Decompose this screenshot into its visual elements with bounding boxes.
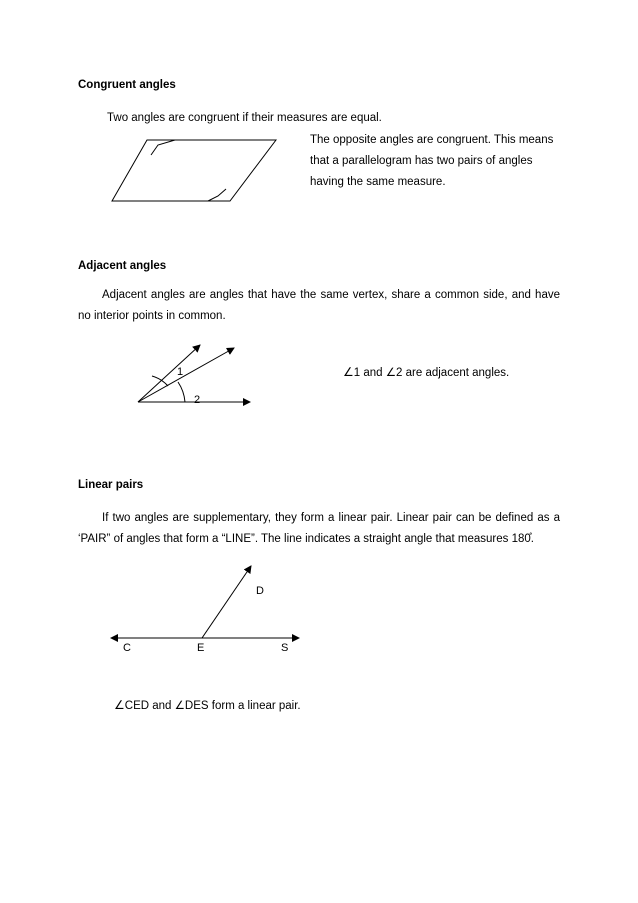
ray-ED (202, 566, 251, 638)
linear-caption (114, 694, 301, 717)
linear-definition-line-1: If two angles are supplementary, they form a linear pair. Linear pair can be defined as a (102, 512, 560, 524)
ray-common-side (138, 348, 234, 402)
congruent-note-line-1: The opposite angles are congruent. This means (310, 134, 554, 146)
linear-definition-line-2: ‘PAIR” of angles that form a “LINE”. The line indicates a straight angle that measures 180̊. (78, 533, 534, 545)
point-label-E: E (197, 642, 205, 654)
adjacent-caption-text: 1 and ∠2 are adjacent angles. (353, 367, 510, 379)
heading-congruent-angles: Congruent angles (78, 79, 176, 91)
congruent-note (310, 130, 570, 193)
parallelogram-figure (100, 130, 290, 210)
linear-pair-figure (105, 560, 305, 650)
angle-arc-1 (152, 376, 168, 386)
angle-mark-top-left (151, 140, 175, 155)
adjacent-definition-line-1: Adjacent angles are angles that have the same vertex, share a common side, and have (102, 289, 560, 301)
point-label-C: C (123, 642, 131, 654)
angle-symbol-icon: ∠ (343, 365, 354, 379)
ray-outer (138, 345, 200, 402)
point-label-S: S (281, 642, 289, 654)
congruent-definition: Two angles are congruent if their measures are equal. (107, 112, 382, 124)
angle-label-2: 2 (194, 394, 201, 406)
angle-mark-bottom-right (208, 189, 226, 201)
heading-adjacent-angles: Adjacent angles (78, 260, 167, 272)
linear-caption-text: CED and ∠DES form a linear pair. (124, 700, 301, 712)
congruent-note-line-2: that a parallelogram has two pairs of angles (310, 155, 533, 167)
congruent-note-line-3: having the same measure. (310, 176, 446, 188)
adjacent-angles-figure (130, 330, 270, 420)
parallelogram-shape (112, 140, 276, 201)
heading-linear-pairs: Linear pairs (78, 479, 144, 491)
angle-label-1: 1 (177, 366, 184, 378)
point-label-D: D (256, 585, 264, 597)
angle-arc-2 (178, 382, 185, 402)
adjacent-caption (343, 361, 509, 384)
adjacent-definition-line-2: no interior points in common. (78, 310, 226, 322)
angle-symbol-icon: ∠ (114, 698, 125, 712)
